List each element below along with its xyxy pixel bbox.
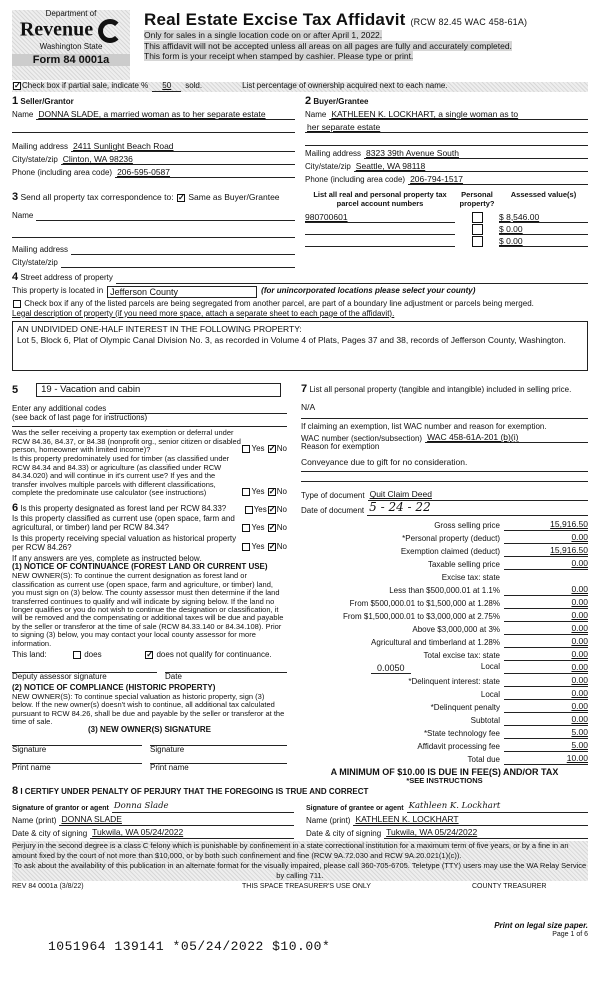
personal-property-value[interactable]: N/A bbox=[301, 401, 316, 412]
calc-label: Gross selling price bbox=[434, 520, 500, 530]
calc-value[interactable]: 5.00 bbox=[504, 741, 588, 752]
section-4: 4 Street address of property This property is located in Jefferson County (for unincorporated locations please select your county) Check box if any of the listed parcels are being segregated from another parcel, are part of a boundary line adjustment or parcels being merged. Legal description of property (if you need more space, attach a separate sheet to each page of the affidavit). AN UNDIVIDED ONE-HALF INTEREST IN THE FOLLOWING PROPERTY: Lot 5, Block 6, Plat of Olympic Canal Division No. 3, as recorded in Volume 4 of Plats, Pages 37 and 38, records of Jefferson County, Washington. bbox=[12, 273, 588, 371]
segregation-checkbox[interactable] bbox=[13, 300, 21, 308]
section-3-row bbox=[12, 191, 588, 267]
land-use-code-select[interactable]: 19 - Vacation and cabin bbox=[36, 383, 281, 398]
form-number: Form 84 0001a bbox=[12, 54, 130, 66]
buyer-section: 2 Buyer/Grantee Name KATHLEEN K. LOCKHART, a single woman as to her separate estate Mailing address 8323 39th Avenue South City/state/zip Seattle, WA 98118 Phone (including area code) 206-794-1517 bbox=[305, 95, 588, 185]
calc-value[interactable]: 0.00 bbox=[504, 598, 588, 609]
section-8: 8 I CERTIFY UNDER PENALTY OF PERJURY THAT THE FOREGOING IS TRUE AND CORRECT Signature of grantor or agent Donna Slade Name (print) DONNA SLADE Date & city of signing Tukwila, WA 05/24/2022 Signature of grantee or agent Kathleen K. Lockhart Name (print) KATHLEEN K. LOCKHART Date & city of signing Tukwila, WA 05/24/2022 bbox=[12, 785, 588, 838]
parcel-row bbox=[305, 235, 588, 247]
assessed-value-1[interactable]: $ 8,546.00 bbox=[499, 211, 540, 222]
seller-phone-field[interactable]: 206-595-0587 bbox=[115, 168, 295, 179]
calc-row bbox=[301, 531, 588, 544]
right-column: 7 List all personal property (tangible and intangible) included in selling price. N/A If claiming an exemption, list WAC number and reason for exemption. WAC number (section/subsection) WAC 458-61A-201 (b)(i) Reason for exemption Conveyance due to gift for no consideration. Type of document Quit Claim Deed Date of document 5 - 24 - 22 Gross selling price 15,916.50 *Personal property (deduct) 0.00 Exemption claimed (deduct) 15,916.50 Taxable selling price 0.00 Excise tax: state Less than $500,000.01 at 1.1% 0.00 From $500,000.01 to $1,500,000 at 1.28% 0.00 From $1,500,000.01 to $3,000,000 at 2.75% 0.00 Above $3,000,000 at 3% 0.00 Agricultural and timberland at 1.28% 0.00 Total excise tax: state 0.00 0.0050 Local 0.00 *Delinquent interest: state 0.00 Local 0.00 *Delinquent penalty 0.00 Subtotal 0.00 *State technology fee 5.00 Affidavit processing fee 5.00 Total due 10.00 A MINIMUM OF $10.00 IS DUE IN FEE(S) AND/OR TAX *SEE INSTRUCTIONS bbox=[301, 382, 588, 785]
calc-row bbox=[301, 661, 588, 674]
calc-row bbox=[301, 583, 588, 596]
buyer-city-field[interactable]: Seattle, WA 98118 bbox=[354, 162, 588, 173]
exemption-reason-field[interactable]: Conveyance due to gift for no consideration. bbox=[301, 457, 468, 468]
left-column: 5 19 - Vacation and cabin Enter any additional codes (see back of last page for instructions) Was the seller receiving a property tax exemption or deferral under RCW 84.36, 84.37, or 84.38 (nonprofit org., senior citizen or disabled person, homeowner with limited income)? Yes ✓No Is this property predominately used for timber (as classified under RCW 84.34 and 84.33) or agriculture (as classified under RCW 84.34.020) and will continue in it's current use? If yes and the transfer involves multiple parcels with different classifications, complete the predominate use calculator (see instructions) Yes ✓No 6 Is this property designated as forest land per RCW 84.33? Yes ✓No Is this property classified as current use (open space, farm and agricultural, or timber) land per RCW 84.34? Yes ✓No Is this property receiving special valuation as historical property per RCW 84.26? Yes ✓No If any answers are yes, complete as instructed below. (1) NOTICE OF CONTINUANCE (FOREST LAND OR CURRENT USE) NEW OWNER(S): To continue the current designation as forest land or classification as current use (open space, farm and agriculture, or timber) land, you must sign on (3) below. The county assessor must then determine if the land transferred continues to qualify and will indicate by signing below. If the land no longer qualifies or you do not wish to continue the designation or classification, it will be removed and the compensating or additional taxes will be due and payable by the seller or transferor at the time of sale (RCW 84.33.140 or 84.34.108). Prior to signing (3) below, you may contact your local county assessor for more information. This land: does ✓ does not qualify for continuance. Deputy assessor signature Date (2) NOTICE OF COMPLIANCE (HISTORIC PROPERTY) NEW OWNER(S): To continue special valuation as historic property, sign (3) below. If the new owner(s) doesn't wish to continue, all additional tax calculated pursuant to RCW 84.26, shall be due and payable by the seller or transferor at the time of sale. (3) NEW OWNER(S) SIGNATURE Signature Signature Print name Print name bbox=[12, 383, 287, 773]
land-does-not-checkbox[interactable]: ✓ bbox=[146, 650, 153, 660]
calc-row bbox=[301, 713, 588, 726]
alt-format-notice: To ask about the availability of this publication in an alternate format for the visually impaired, please call 360-705-6705. Teletype (TTY) users may use the WA Relay Service by calling 711. bbox=[13, 860, 587, 880]
calc-label: Total excise tax: state bbox=[423, 650, 500, 660]
parcel-row bbox=[305, 211, 588, 223]
calc-label: Agricultural and timberland at 1.28% bbox=[371, 637, 500, 647]
calc-value[interactable]: 0.00 bbox=[504, 650, 588, 661]
calc-row bbox=[301, 609, 588, 622]
calc-label: From $500,000.01 to $1,500,000 at 1.28% bbox=[349, 598, 500, 608]
same-as-buyer-checkbox[interactable]: ✓ bbox=[177, 193, 185, 203]
calc-value[interactable]: 0.00 bbox=[504, 585, 588, 596]
calc-row bbox=[301, 570, 588, 583]
wac-number-field[interactable]: WAC 458-61A-201 (b)(i) bbox=[425, 433, 588, 444]
form-header bbox=[12, 10, 588, 80]
calc-value[interactable]: 10.00 bbox=[504, 754, 588, 765]
q5b-yes-checkbox[interactable] bbox=[242, 488, 250, 496]
page-number: Page 1 of 6 bbox=[552, 930, 588, 938]
q5a-yes-checkbox[interactable] bbox=[242, 445, 250, 453]
q6c-yes-checkbox[interactable] bbox=[242, 543, 250, 551]
footer-row: REV 84 0001a (3/8/22) THIS SPACE TREASURER'S USE ONLY COUNTY TREASURER bbox=[12, 882, 547, 890]
q5a-no-checkbox[interactable]: ✓ bbox=[268, 444, 276, 454]
calc-row bbox=[301, 726, 588, 739]
calc-value[interactable]: 5.00 bbox=[504, 728, 588, 739]
parties-row bbox=[12, 95, 588, 185]
parcel-table: List all real and personal property tax parcel account numbers Personal property? Assessed value(s) 980700601 $ 8,546.00 $ 0.00 $ 0.00 bbox=[305, 191, 588, 267]
dept-line: Department of bbox=[45, 9, 97, 18]
header-instructions: Only for sales in a single location code on or after April 1, 2022. This affidavit will not be accepted unless all areas on all pages are fully and accurately completed. This form is your receipt when stamped by cashier. Please type or print. bbox=[144, 30, 512, 62]
calc-label: Above $3,000,000 at 3% bbox=[412, 624, 500, 634]
grantee-print-name[interactable]: KATHLEEN K. LOCKHART bbox=[353, 815, 588, 826]
personal-property-checkbox[interactable] bbox=[472, 236, 483, 247]
correspondence-city-field[interactable] bbox=[61, 267, 295, 268]
calc-label: *Personal property (deduct) bbox=[402, 533, 500, 543]
calc-row bbox=[301, 687, 588, 700]
parcel-number[interactable]: 980700601 bbox=[305, 211, 348, 222]
q6c-no-checkbox[interactable]: ✓ bbox=[268, 542, 276, 552]
calc-row bbox=[301, 596, 588, 609]
buyer-mailing-field[interactable]: 8323 39th Avenue South bbox=[364, 149, 588, 160]
calc-value[interactable]: 0.00 bbox=[504, 533, 588, 544]
document-type-field[interactable]: Quit Claim Deed bbox=[368, 490, 588, 501]
calc-value[interactable]: 0.00 bbox=[504, 676, 588, 687]
document-date-field[interactable]: 5 - 24 - 22 bbox=[367, 501, 588, 515]
seller-section: 1 Seller/Grantor Name DONNA SLADE, a married woman as to her separate estate Mailing address 2411 Sunlight Beach Road City/state/zip Clinton, WA 98236 Phone (including area code) 206-595-0587 bbox=[12, 95, 295, 185]
dept-block bbox=[12, 10, 130, 80]
calc-row bbox=[301, 739, 588, 752]
calc-value[interactable]: 15,916.50 bbox=[504, 546, 588, 557]
calc-row bbox=[301, 752, 588, 765]
calc-value[interactable]: 0.00 bbox=[504, 611, 588, 622]
cashier-receipt-stamp: 1051964 139141 *05/24/2022 $10.00* bbox=[48, 939, 331, 954]
form-title: Real Estate Excise Tax Affidavit (RCW 82.45 WAC 458-61A) bbox=[144, 10, 528, 29]
calc-row bbox=[301, 518, 588, 531]
assessed-value-2[interactable]: $ 0.00 bbox=[499, 223, 523, 234]
calc-value[interactable]: 0.00 bbox=[504, 624, 588, 635]
parcel-row bbox=[305, 223, 588, 235]
grantee-date-city[interactable]: Tukwila, WA 05/24/2022 bbox=[384, 828, 588, 839]
grantor-signature[interactable]: Donna Slade bbox=[112, 802, 294, 813]
partial-percent[interactable]: 50 bbox=[152, 82, 181, 92]
revenue-logo-icon bbox=[98, 19, 122, 43]
grantor-date-city[interactable]: Tukwila, WA 05/24/2022 bbox=[90, 828, 294, 839]
personal-property-checkbox[interactable] bbox=[472, 224, 483, 235]
personal-property-checkbox[interactable] bbox=[472, 212, 483, 223]
street-address-field[interactable] bbox=[116, 283, 588, 284]
revenue-logo: Revenue bbox=[12, 19, 130, 43]
buyer-name-line2[interactable]: her separate estate bbox=[305, 123, 588, 134]
calc-row bbox=[301, 700, 588, 713]
correspondence-section: 3 Send all property tax correspondence to: ✓ Same as Buyer/Grantee Name Mailing address City/state/zip bbox=[12, 191, 295, 267]
assessed-value-3[interactable]: $ 0.00 bbox=[499, 235, 523, 246]
perjury-notice: Perjury in the second degree is a class C felony which is punishable by confinement in a state correctional institution for a maximum term of five years, or by a fine in an amount fixed by the court of not more than $10,000, or by both such confinement and fine (RCW 9A.72.030 and RCW 9A.20.021(1)(c)). bbox=[12, 841, 588, 861]
title-ref: (RCW 82.45 WAC 458-61A) bbox=[410, 17, 528, 27]
q6a-no-checkbox[interactable]: ✓ bbox=[268, 504, 276, 514]
seller-mailing-field[interactable]: 2411 Sunlight Beach Road bbox=[71, 142, 295, 153]
county-select[interactable]: Jefferson County bbox=[107, 286, 257, 298]
partial-sale-row: ✓ Check box if partial sale, indicate % 50 sold. List percentage of ownership acquired next to each name. bbox=[12, 82, 588, 92]
calc-label: Affidavit processing fee bbox=[417, 741, 500, 751]
title-block bbox=[130, 10, 588, 80]
buyer-name-field[interactable]: KATHLEEN K. LOCKHART, a single woman as to bbox=[329, 110, 588, 121]
seller-name-field[interactable]: DONNA SLADE, a married woman as to her separate estate bbox=[36, 110, 295, 121]
calc-label: Total due bbox=[467, 754, 500, 764]
lower-columns bbox=[12, 383, 588, 786]
q6b-no-checkbox[interactable]: ✓ bbox=[268, 522, 276, 532]
calc-value[interactable]: 0.00 bbox=[504, 637, 588, 648]
calc-label: Exemption claimed (deduct) bbox=[400, 546, 500, 556]
calc-label: Taxable selling price bbox=[427, 559, 500, 569]
land-does-checkbox[interactable] bbox=[73, 651, 81, 659]
calc-value[interactable]: 0.00 bbox=[504, 559, 588, 570]
partial-note: List percentage of ownership acquired next to each name. bbox=[242, 81, 448, 90]
calc-label: 0.0050 Local bbox=[301, 663, 504, 674]
tax-calculation bbox=[301, 518, 588, 765]
calc-label: Less than $500,000.01 at 1.1% bbox=[389, 585, 500, 595]
local-rate: 0.0050 bbox=[371, 663, 411, 674]
seller-city-field[interactable]: Clinton, WA 98236 bbox=[61, 155, 295, 166]
grantor-print-name[interactable]: DONNA SLADE bbox=[59, 815, 294, 826]
q5b-no-checkbox[interactable]: ✓ bbox=[268, 487, 276, 497]
calc-value[interactable]: 0.00 bbox=[504, 715, 588, 726]
calc-row bbox=[301, 557, 588, 570]
dept-state: Washington State bbox=[39, 41, 103, 51]
calc-row bbox=[301, 635, 588, 648]
calc-value[interactable]: 15,916.50 bbox=[504, 520, 588, 531]
calc-label: *State technology fee bbox=[423, 728, 500, 738]
partial-sale-checkbox[interactable]: ✓ bbox=[14, 81, 21, 90]
calc-label: *Delinquent penalty bbox=[430, 702, 500, 712]
treasurer-space: THIS SPACE TREASURER'S USE ONLY bbox=[242, 882, 371, 890]
correspondence-mailing-field[interactable] bbox=[71, 254, 295, 255]
calc-label: Subtotal bbox=[470, 715, 500, 725]
calc-row bbox=[301, 674, 588, 687]
legal-description[interactable]: AN UNDIVIDED ONE-HALF INTEREST IN THE FOLLOWING PROPERTY: Lot 5, Block 6, Plat of Olympic Canal Division No. 3, as recorded in Volume 4 of Plats, Pages 37 and 38, records of Jefferson County, Washington. bbox=[12, 321, 588, 371]
calc-value[interactable]: 0.00 bbox=[504, 689, 588, 700]
q6a-yes-checkbox[interactable] bbox=[245, 506, 253, 514]
calc-value[interactable]: 0.00 bbox=[504, 663, 588, 674]
q6b-yes-checkbox[interactable] bbox=[242, 524, 250, 532]
correspondence-name-field[interactable] bbox=[36, 220, 295, 221]
calc-label: Excise tax: state bbox=[441, 572, 500, 582]
calc-row bbox=[301, 648, 588, 661]
calc-label: From $1,500,000.01 to $3,000,000 at 2.75% bbox=[342, 611, 500, 621]
calc-row bbox=[301, 622, 588, 635]
calc-label: *Delinquent interest: state bbox=[408, 676, 500, 686]
buyer-phone-field[interactable]: 206-794-1517 bbox=[408, 175, 588, 186]
calc-value[interactable]: 0.00 bbox=[504, 702, 588, 713]
page-info: Print on legal size paper. Page 1 of 6 bbox=[494, 921, 588, 938]
grantee-signature[interactable]: Kathleen K. Lockhart bbox=[407, 802, 588, 813]
calc-row bbox=[301, 544, 588, 557]
calc-label: Local bbox=[480, 689, 500, 699]
